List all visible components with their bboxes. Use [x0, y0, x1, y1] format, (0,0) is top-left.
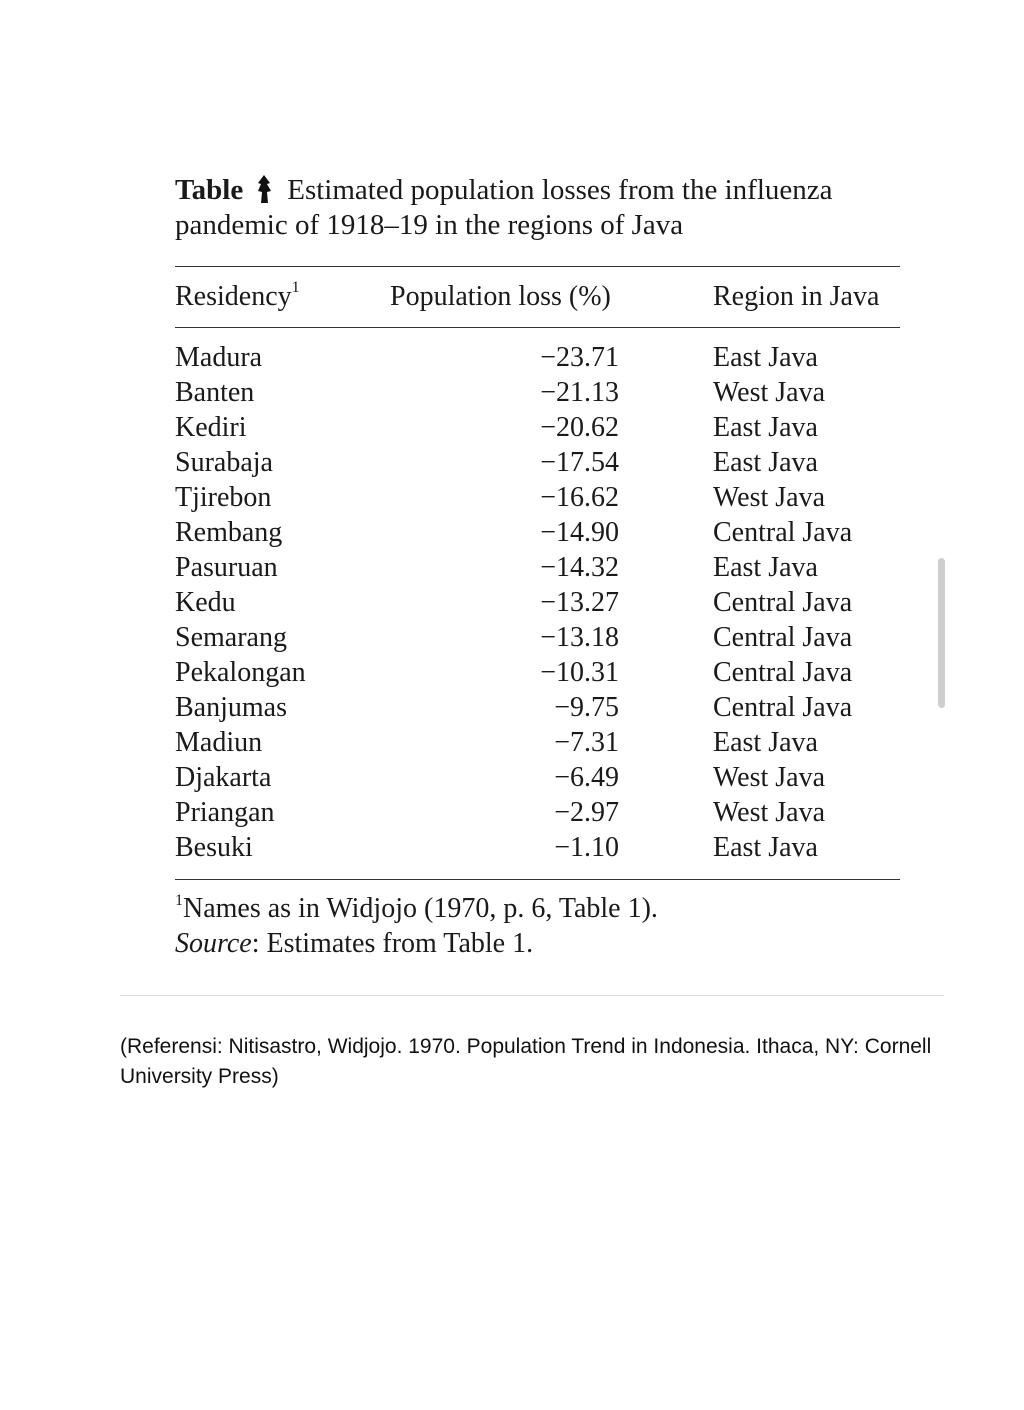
table-row: [175, 655, 900, 690]
table-row: [175, 760, 900, 795]
table-footnote: [175, 891, 658, 926]
table-row: [175, 550, 900, 585]
population-loss-cell: −1.10: [554, 832, 619, 863]
residency-cell: Besuki: [175, 832, 253, 863]
population-loss-cell: −14.32: [540, 552, 619, 583]
region-cell: East Java: [713, 552, 818, 583]
residency-cell: Banten: [175, 377, 255, 408]
population-loss-cell: −6.49: [554, 762, 619, 793]
table-row: [175, 375, 900, 410]
footnote-text: Names as in Widjojo (1970, p. 6, Table 1).: [183, 893, 658, 924]
region-cell: East Java: [713, 727, 818, 758]
table-row: [175, 445, 900, 480]
region-cell: Central Java: [713, 657, 853, 688]
region-cell: Central Java: [713, 587, 853, 618]
table-row: [175, 585, 900, 620]
cursor-mark-icon: [253, 174, 275, 204]
table-row: [175, 480, 900, 515]
region-cell: East Java: [713, 412, 818, 443]
table-row: [175, 725, 900, 760]
residency-cell: Madiun: [175, 727, 263, 758]
table-row: [175, 410, 900, 445]
table-header-rule: [175, 327, 900, 328]
region-cell: West Java: [713, 797, 826, 828]
reference-text: (Referensi: Nitisastro, Widjojo. 1970. Population Trend in Indonesia. Ithaca, NY: Cornell University Press): [120, 1035, 932, 1088]
residency-cell: Surabaja: [175, 447, 273, 478]
population-loss-cell: −14.90: [540, 517, 619, 548]
residency-cell: Kediri: [175, 412, 247, 443]
region-cell: Central Java: [713, 622, 853, 653]
region-cell: Central Java: [713, 517, 853, 548]
region-cell: East Java: [713, 342, 818, 373]
residency-cell: Rembang: [175, 517, 283, 548]
region-cell: West Java: [713, 377, 826, 408]
residency-cell: Djakarta: [175, 762, 272, 793]
region-cell: West Java: [713, 762, 826, 793]
region-cell: Central Java: [713, 692, 853, 723]
footnote-mark: 1: [175, 892, 183, 909]
region-cell: West Java: [713, 482, 826, 513]
table-source: [175, 926, 533, 961]
residency-cell: Semarang: [175, 622, 287, 653]
table-caption: [175, 173, 915, 243]
caption-text: Estimated population losses from the influenza pandemic of 1918–19 in the regions of Java: [175, 174, 833, 241]
source-label: Source: [175, 928, 252, 959]
table-image-panel: [120, 145, 944, 996]
residency-cell: Madura: [175, 342, 263, 373]
caption-label: Table: [175, 174, 244, 206]
population-loss-cell: −9.75: [554, 692, 619, 723]
table-row: [175, 690, 900, 725]
table-row: [175, 620, 900, 655]
residency-cell: Banjumas: [175, 692, 287, 723]
header-footnote-mark: 1: [291, 279, 300, 296]
population-loss-cell: −16.62: [540, 482, 619, 513]
residency-cell: Priangan: [175, 797, 275, 828]
population-loss-cell: −20.62: [540, 412, 619, 443]
population-loss-cell: −23.71: [540, 342, 619, 373]
population-loss-cell: −21.13: [540, 377, 619, 408]
population-loss-cell: −13.18: [540, 622, 619, 653]
population-loss-cell: −2.97: [554, 797, 619, 828]
table-row: [175, 515, 900, 550]
residency-cell: Pekalongan: [175, 657, 306, 688]
table-bottom-rule: [175, 879, 900, 880]
population-loss-cell: −13.27: [540, 587, 619, 618]
region-cell: East Java: [713, 447, 818, 478]
column-header-population-loss: Population loss (%): [390, 281, 611, 312]
residency-cell: Tjirebon: [175, 482, 272, 513]
residency-cell: Kedu: [175, 587, 236, 618]
population-loss-cell: −10.31: [540, 657, 619, 688]
region-cell: East Java: [713, 832, 818, 863]
table-row: [175, 795, 900, 830]
column-header-residency: Residency$^1$: [175, 279, 300, 312]
population-loss-cell: −17.54: [540, 447, 619, 478]
residency-cell: Pasuruan: [175, 552, 278, 583]
table-body: [175, 340, 900, 865]
table-top-rule: [175, 266, 900, 267]
table-row: [175, 340, 900, 375]
column-header-region: Region in Java: [713, 281, 880, 312]
scrollbar-thumb[interactable]: [938, 558, 945, 708]
population-loss-cell: −7.31: [554, 727, 619, 758]
source-text: : Estimates from Table 1.: [251, 928, 534, 959]
table-row: [175, 830, 900, 865]
